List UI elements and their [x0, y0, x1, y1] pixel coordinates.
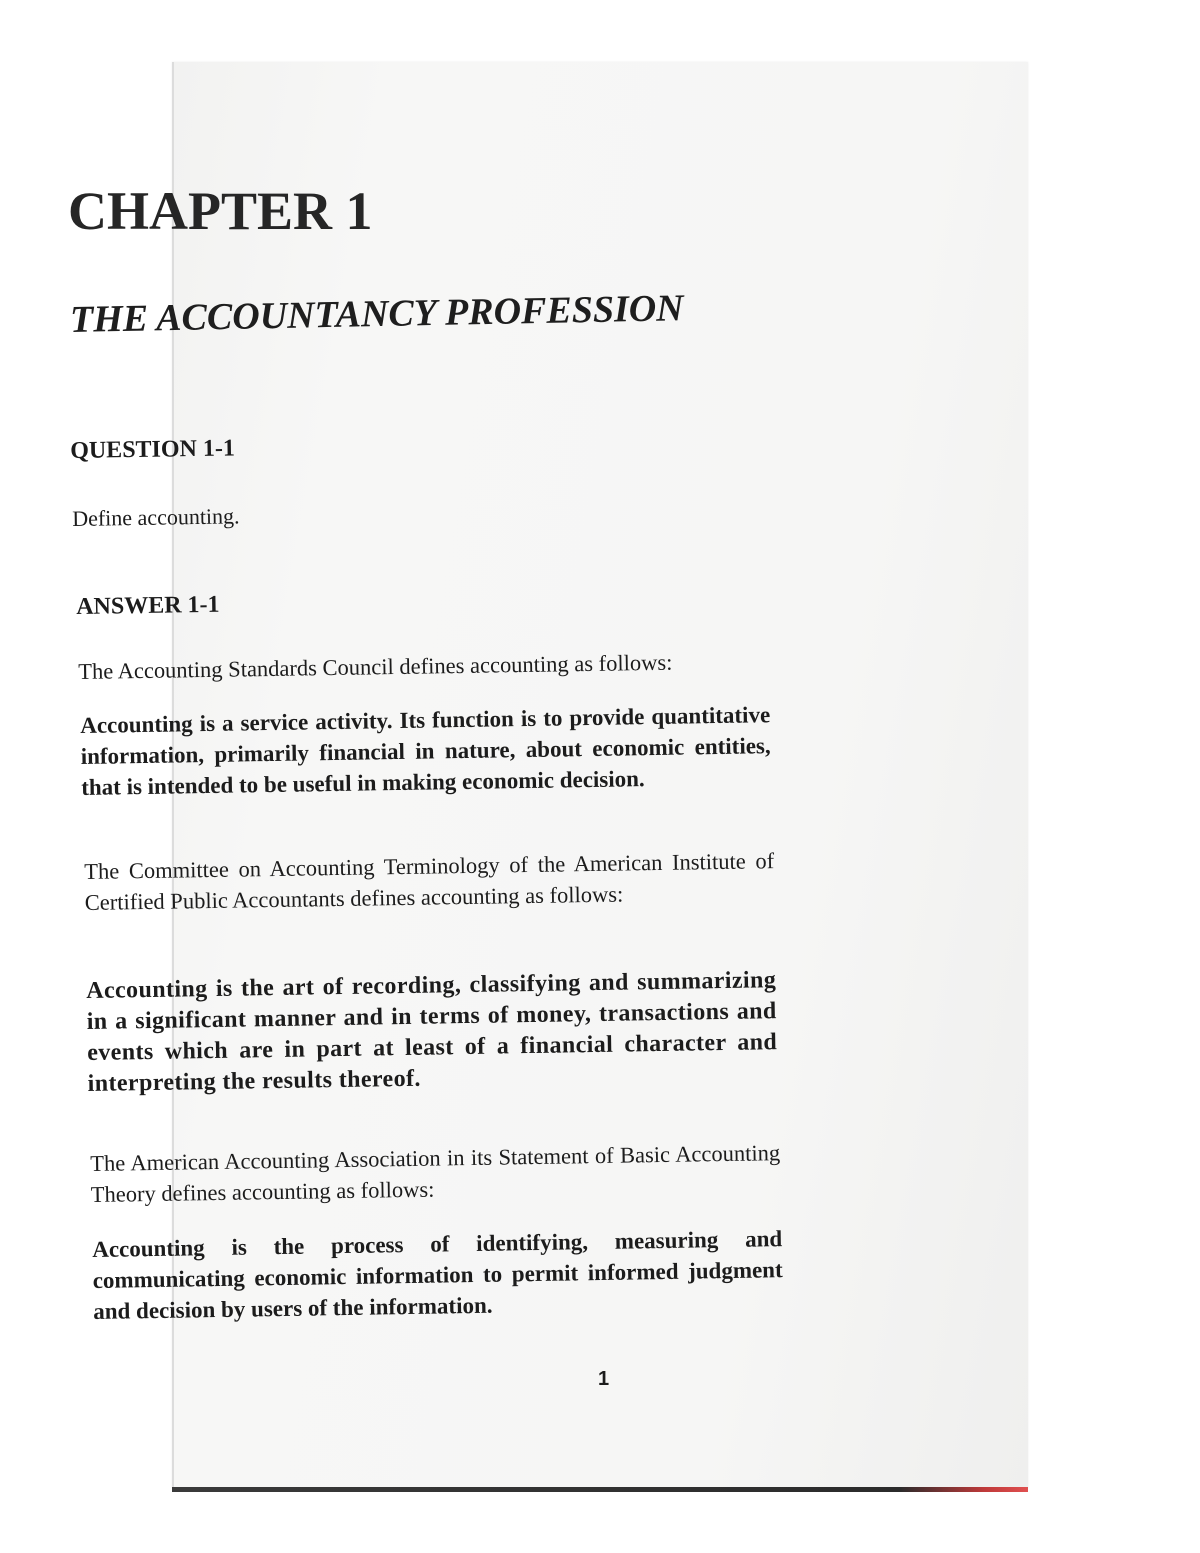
answer-paragraph-aicpa-definition: Accounting is the art of recording, classifying and summarizing in a significant manner and in terms of money, transactions and events which are in part at least of a financial character and interpreting the results thereof. — [86, 967, 778, 1097]
chapter-subtitle: THE ACCOUNTANCY PROFESSION — [69, 287, 685, 341]
answer-heading: ANSWER 1-1 — [76, 591, 220, 620]
chapter-title: CHAPTER 1 — [68, 181, 373, 241]
page-number: 1 — [598, 1368, 610, 1390]
answer-paragraph-aaa-intro: The American Accounting Association in its Statement of Basic Accounting Theory defines accounting as follows: — [90, 1140, 781, 1207]
answer-paragraph-asc-intro: The Accounting Standards Council defines accounting as follows: — [78, 649, 673, 684]
answer-paragraph-asc-definition: Accounting is a service activity. Its function is to provide quantitative information, primarily financial in nature, about economic entities, that is intended to be useful in making economic decision. — [80, 702, 771, 800]
answer-paragraph-aaa-definition: Accounting is the process of identifying, measuring and communicating economic information to permit informed judgment and decision by users of the information. — [92, 1226, 783, 1324]
answer-paragraph-aicpa-intro: The Committee on Accounting Terminology of the American Institute of Certified Public Accountants defines accounting as follows: — [84, 848, 775, 915]
question-text: Define accounting. — [72, 503, 240, 531]
question-heading: QUESTION 1-1 — [70, 435, 236, 464]
page-bottom-edge — [172, 1487, 1028, 1492]
